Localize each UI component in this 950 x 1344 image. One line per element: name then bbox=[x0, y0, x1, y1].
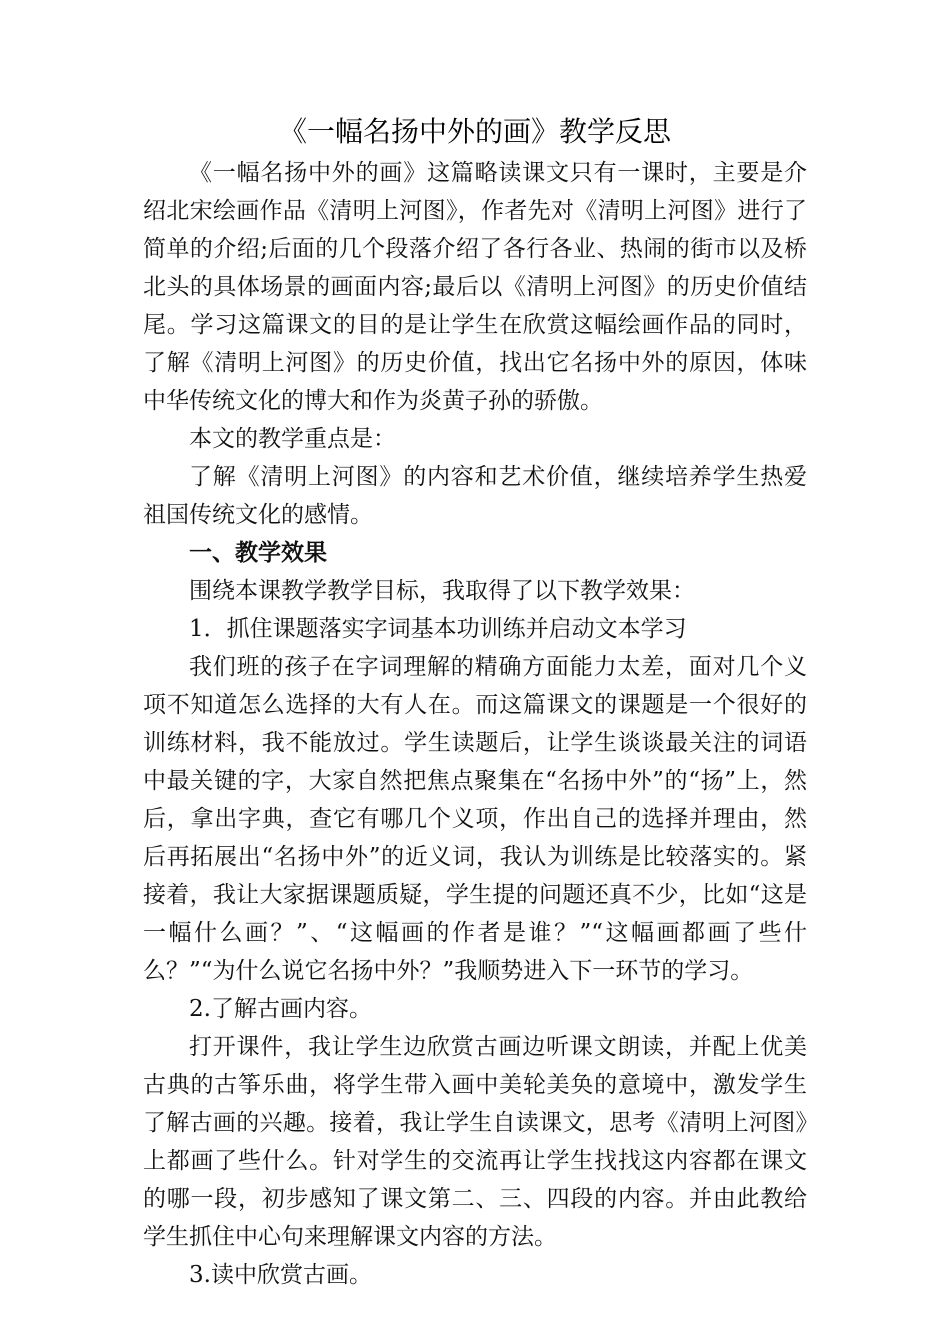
section-intro-paragraph: 围绕本课教学教学目标，我取得了以下教学效果： bbox=[189, 578, 695, 604]
focus-label-paragraph: 本文的教学重点是： bbox=[189, 426, 396, 452]
point-3-title: 3.读中欣赏古画。 bbox=[189, 1262, 372, 1288]
focus-content-paragraph: 了解《清明上河图》的内容和艺术价值，继续培养学生热爱祖国传统文化的感情。 bbox=[143, 464, 807, 528]
section-heading-teaching-effect: 一、教学效果 bbox=[189, 540, 327, 566]
intro-paragraph: 《一幅名扬中外的画》这篇略读课文只有一课时，主要是介绍北宋绘画作品《清明上河图》，作者先对《清明上河图》进行了简单的介绍;后面的几个段落介绍了各行各业、热闹的街市以及桥北头的具体场景的画面内容;最后以《清明上河图》的历史价值结尾。学习这篇课文的目的是让学生在欣赏这幅绘画作品的同时，了解《清明上河图》的历史价值，找出它名扬中外的原因，体味中华传统文化的博大和作为炎黄子孙的骄傲。 bbox=[143, 160, 807, 414]
point-1-body: 我们班的孩子在字词理解的精确方面能力太差，面对几个义项不知道怎么选择的大有人在。而这篇课文的课题是一个很好的训练材料，我不能放过。学生读题后，让学生谈谈最关注的词语中最关键的字，大家自然把焦点聚集在“名扬中外”的“扬”上，然后，拿出字典，查它有哪几个义项，作出自己的选择并理由，然后再拓展出“名扬中外”的近义词，我认为训练是比较落实的。紧接着，我让大家据课题质疑，学生提的问题还真不少，比如“这是一幅什么画？”、“这幅画的作者是谁？”“这幅画都画了些什么？”“为什么说它名扬中外？”我顺势进入下一环节的学习。 bbox=[143, 654, 807, 984]
document-title: 《一幅名扬中外的画》教学反思 bbox=[278, 115, 671, 148]
document-body bbox=[143, 110, 807, 1294]
point-2-title: 2.了解古画内容。 bbox=[189, 996, 372, 1022]
point-1-title: 1．抓住课题落实字词基本功训练并启动文本学习 bbox=[189, 616, 687, 642]
point-2-body: 打开课件，我让学生边欣赏古画边听课文朗读，并配上优美古典的古筝乐曲，将学生带入画中美轮美奂的意境中，激发学生了解古画的兴趣。接着，我让学生自读课文，思考《清明上河图》上都画了些什么。针对学生的交流再让学生找找这内容都在课文的哪一段，初步感知了课文第二、三、四段的内容。并由此教给学生抓住中心句来理解课文内容的方法。 bbox=[143, 1034, 807, 1250]
